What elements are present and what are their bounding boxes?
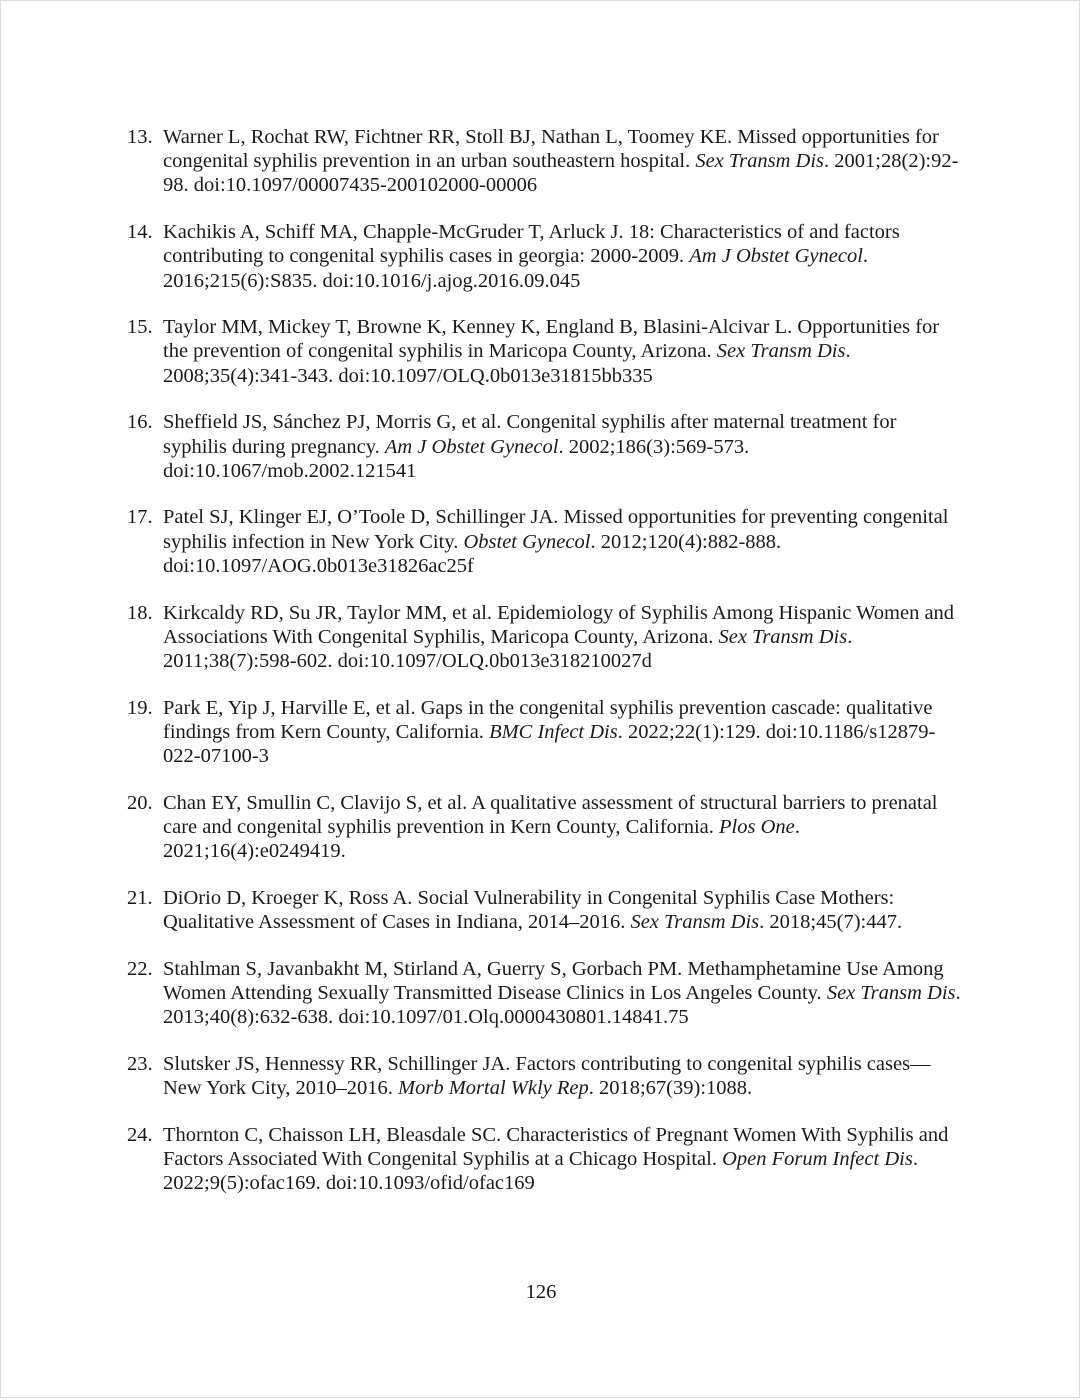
reference-journal: Obstet Gynecol [463,530,591,553]
reference-journal: Sex Transm Dis [718,625,848,648]
reference-number: 21. [127,886,153,909]
reference-details: . 2012;120(4):882-888. doi:10.1097/AOG.0b013e31826ac25f [163,530,782,577]
reference-details: . 2021;16(4):e0249419. [163,815,800,863]
reference-number: 20. [127,791,153,814]
reference-authors: Taylor MM, Mickey T, Browne K, Kenney K, England B, Blasini-Alcivar L. Opportunities for the prevention of congenital syphilis in Maricopa County, Arizona. [163,316,940,363]
reference-details: . 2022;9(5):ofac169. doi:10.1093/ofid/ofac169 [163,1148,918,1195]
reference-authors: Patel SJ, Klinger EJ, O’Toole D, Schillinger JA. Missed opportunities for preventing congenital syphilis infection in New York City. [163,506,949,553]
reference-item [127,1123,962,1196]
reference-text [163,220,962,293]
reference-item [127,696,962,769]
reference-authors: Slutsker JS, Hennessy RR, Schillinger JA. Factors contributing to congenital syphilis cases—New York City, 2010–2016. [163,1052,931,1100]
reference-number: 13. [127,126,153,148]
reference-item [127,125,962,198]
reference-number: 24. [127,1123,153,1146]
reference-number: 15. [127,316,153,339]
reference-details: . 2022;22(1):129. doi:10.1186/s12879-022-07100-3 [163,720,936,768]
reference-text [163,791,962,864]
reference-text [163,957,962,1030]
reference-item [127,505,962,578]
reference-authors: Kirkcaldy RD, Su JR, Taylor MM, et al. Epidemiology of Syphilis Among Hispanic Women and Associations With Congenital Syphilis, Maricopa County, Arizona. [163,601,955,648]
reference-text [163,1123,962,1196]
reference-item [127,957,962,1030]
reference-number: 22. [127,957,153,980]
reference-details: . 2018;45(7):447. [759,911,903,934]
reference-journal: Am J Obstet Gynecol [689,245,863,268]
reference-journal: Morb Mortal Wkly Rep [398,1077,589,1100]
reference-authors: Sheffield JS, Sánchez PJ, Morris G, et al. Congenital syphilis after maternal treatment for syphilis during pregnancy. [163,411,897,458]
reference-journal: Sex Transm Dis [695,150,825,173]
reference-text [163,125,962,198]
reference-authors: Stahlman S, Javanbakht M, Stirland A, Guerry S, Gorbach PM. Methamphetamine Use Among Women Attending Sexually Transmitted Disease Clinics in Los Angeles County. [163,957,944,1004]
reference-authors: Warner L, Rochat RW, Fichtner RR, Stoll BJ, Nathan L, Toomey KE. Missed opportunities for congenital syphilis prevention in an urban southeastern hospital. [163,126,939,173]
reference-journal: Plos One [719,815,795,838]
reference-text [163,601,962,674]
reference-number: 23. [127,1052,153,1075]
reference-journal: Sex Transm Dis [826,981,956,1004]
reference-journal: BMC Infect Dis [489,720,618,743]
reference-authors: Kachikis A, Schiff MA, Chapple-McGruder T, Arluck J. 18: Characteristics of and factors contributing to congenital syphilis cases in georgia: 2000-2009. [163,221,900,268]
reference-item [127,886,962,934]
reference-number: 14. [127,221,153,244]
reference-item [127,315,962,388]
reference-authors: Chan EY, Smullin C, Clavijo S, et al. A qualitative assessment of structural barriers to prenatal care and congenital syphilis prevention in Kern County, California. [163,791,938,838]
reference-details: . 2002;186(3):569-573. doi:10.1067/mob.2002.121541 [163,435,750,482]
reference-item [127,1052,962,1100]
reference-text [163,410,962,483]
reference-details: . 2008;35(4):341-343. doi:10.1097/OLQ.0b013e31815bb335 [163,340,851,387]
page-number: 126 [525,1281,557,1303]
reference-text [163,315,962,388]
reference-item [127,601,962,674]
reference-item [127,220,962,293]
reference-list [127,125,962,1218]
reference-item [127,410,962,483]
reference-details: . 2001;28(2):92-98. doi:10.1097/00007435-200102000-00006 [163,150,959,197]
reference-number: 19. [127,696,153,719]
reference-authors: Park E, Yip J, Harville E, et al. Gaps in the congenital syphilis prevention cascade: qualitative findings from Kern County, California. [163,696,933,743]
reference-journal: Sex Transm Dis [716,340,846,363]
reference-number: 18. [127,601,153,624]
reference-number: 17. [127,506,153,529]
reference-text [163,886,962,934]
reference-authors: DiOrio D, Kroeger K, Ross A. Social Vulnerability in Congenital Syphilis Case Mothers: Qualitative Assessment of Cases in Indiana, 2014–2016. [163,886,895,934]
reference-journal: Am J Obstet Gynecol [384,435,559,458]
reference-details: . 2011;38(7):598-602. doi:10.1097/OLQ.0b013e318210027d [163,625,853,672]
reference-details: . 2016;215(6):S835. doi:10.1016/j.ajog.2016.09.045 [163,245,869,292]
reference-details: . 2018;67(39):1088. [588,1077,753,1100]
reference-item [127,791,962,864]
reference-journal: Open Forum Infect Dis [722,1148,913,1170]
reference-journal: Sex Transm Dis [630,911,760,934]
reference-authors: Thornton C, Chaisson LH, Bleasdale SC. Characteristics of Pregnant Women With Syphilis and Factors Associated With Congenital Syphilis at a Chicago Hospital. [163,1123,949,1170]
reference-text [163,696,962,769]
reference-details: . 2013;40(8):632-638. doi:10.1097/01.Olq.0000430801.14841.75 [163,981,961,1029]
reference-number: 16. [127,411,153,434]
reference-text [163,505,962,578]
reference-text [163,1052,962,1100]
